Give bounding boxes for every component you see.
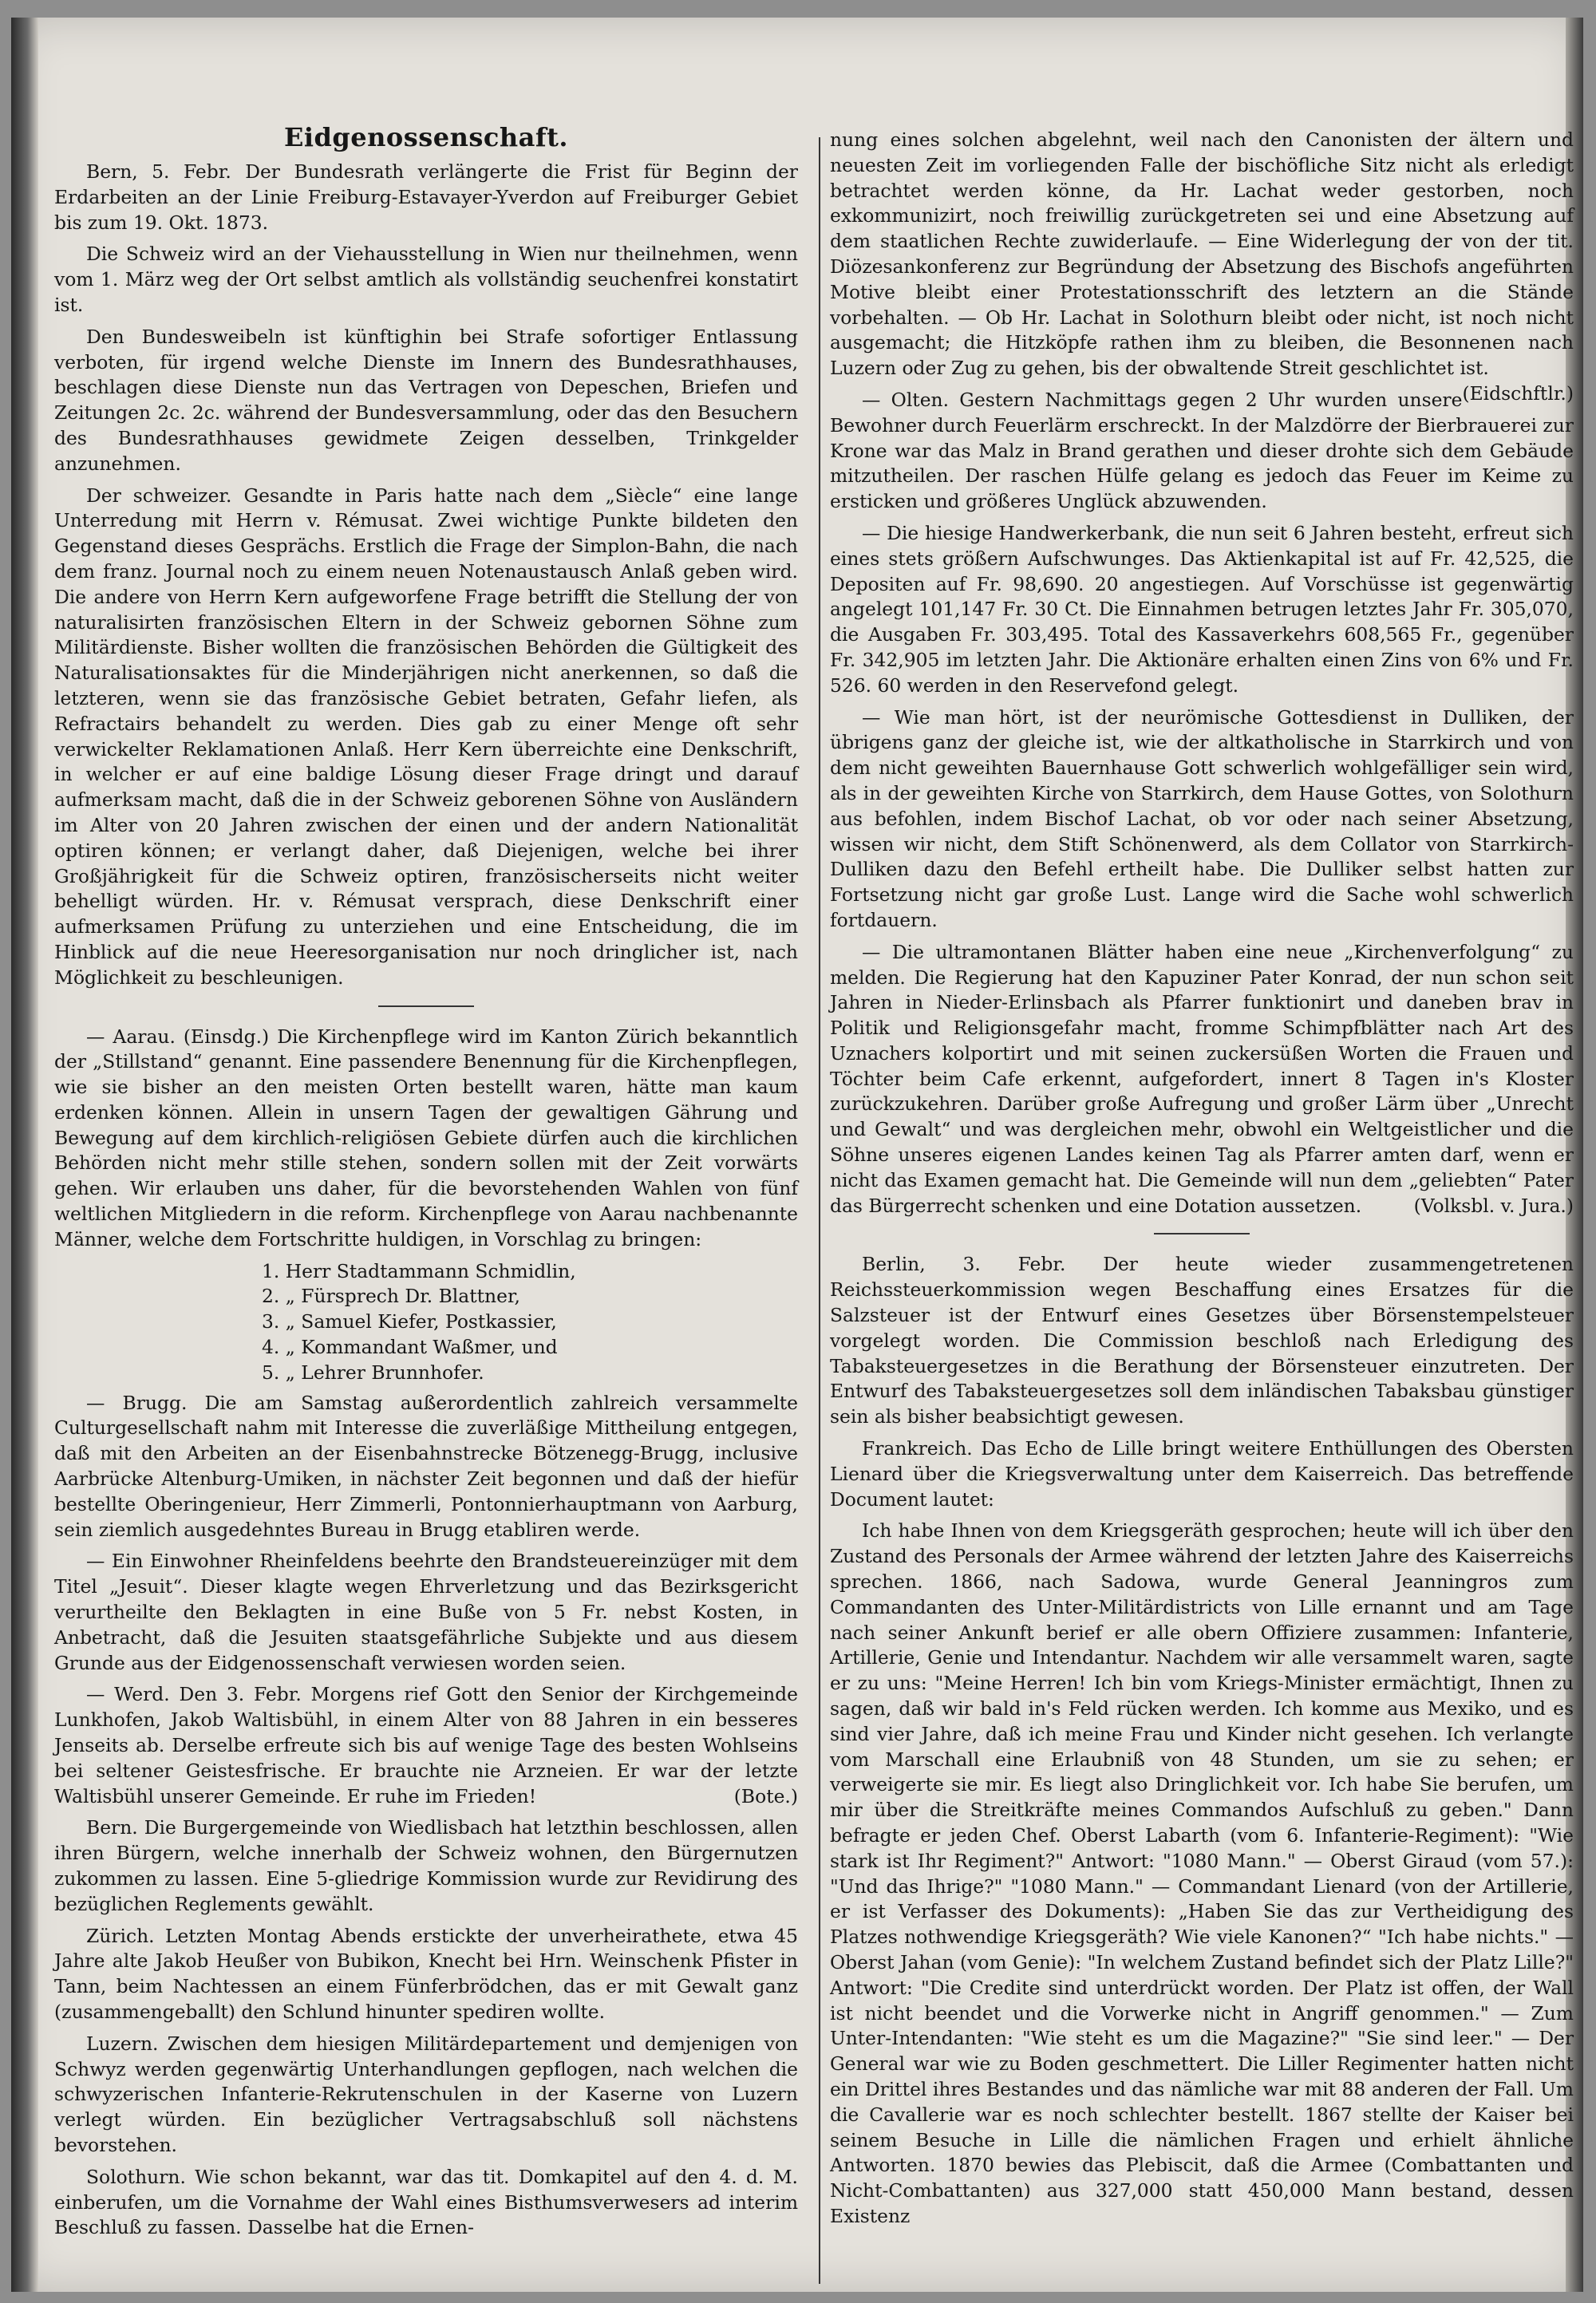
- candidate-list: [54, 1259, 798, 1386]
- source-citation: (Volksbl. v. Jura.): [1413, 1194, 1574, 1217]
- candidate-item: 5. „ Lehrer Brunnhofer.: [262, 1361, 484, 1384]
- article-paragraph: Luzern. Zwischen dem hiesigen Militärdepartement und demjenigen von Schwyz werden gegenwärtig Unterhandlungen gepflogen, nach welchen die schwyzerischen Infanterie-Rekrutenschulen in der Kaserne von Luzern verlegt würden. Ein bezüglicher Vertragsabschluß soll nächstens bevorstehen.: [54, 2032, 798, 2156]
- article-paragraph: Den Bundesweibeln ist künftighin bei Strafe sofortiger Entlassung verboten, für irgend welche Dienste im Innern des Bundesrathhauses, beschlagen diese Dienste nun das Vertragen von Depeschen, Briefen und Zeitungen 2c. 2c. während der Bundesversammlung, oder das den Besuchern des Bundesrathhauses gewidmete Zeigen desselben, Trinkgelder anzunehmen.: [54, 325, 798, 475]
- article-text: nung eines solchen abgelehnt, weil nach den Canonisten der ältern und neuesten Zeit im vorliegenden Falle der bischöfliche Sitz nicht als erledigt betrachtet werden könne, da Hr. Lachat weder gestorben, noch exkommunizirt, noch freiwillig zurückgetreten sei und eine Absetzung auf dem staatlichen Rechte zuwiderlaufe. — Eine Widerlegung der von der tit. Diözesankonferenz zur Begründung der Absetzung des Bischofs angeführten Motive bleibt einer Protestationsschrift des letztern an die Stände vorbehalten. — Ob Hr. Lachat in Solothurn bleibt oder nicht, ist noch nicht ausgemacht; die Hitzköpfe rathen ihm zu bleiben, die Besonnenen nach Luzern oder Zug zu gehen, bis der obwaltende Streit geschlichtet ist.: [830, 128, 1574, 380]
- right-column: [830, 128, 1574, 2236]
- candidate-item: 4. „ Kommandant Waßmer, und: [262, 1336, 558, 1359]
- article-paragraph: Zürich. Letzten Montag Abends erstickte der unverheirathete, etwa 45 Jahre alte Jakob Heußer von Bubikon, Knecht bei Hrn. Weinschenk Pfister in Tann, beim Nachtessen an einem Fünferbrödchen, das er mit Gewalt ganz (zusammengeballt) den Schlund hinunter spediren wollte.: [54, 1924, 798, 2023]
- article-paragraph: Bern, 5. Febr. Der Bundesrath verlängerte die Frist für Beginn der Erdarbeiten an der Linie Freiburg-Estavayer-Yverdon auf Freiburger Gebiet bis zum 19. Okt. 1873.: [54, 160, 798, 234]
- article-paragraph: — Brugg. Die am Samstag außerordentlich zahlreich versammelte Culturgesellschaft nahm mit Interesse die zuverläßige Mittheilung entgegen, daß mit den Arbeiten an der Eisenbahnstrecke Bötzenegg-Brugg, inclusive Aarbrücke Altenburg-Umiken, in nächster Zeit begonnen und daß der hiefür bestellte Oberingenieur, Herr Zimmerli, Pontonnierhauptmann von Aarburg, sein ziemlich ausgedehntes Bureau in Brugg etabliren werde.: [54, 1391, 798, 1541]
- article-paragraph: Die Schweiz wird an der Viehausstellung in Wien nur theilnehmen, wenn vom 1. März weg der Ort selbst amtlich als vollständig seuchenfrei konstatirt ist.: [54, 243, 798, 316]
- left-column: [54, 120, 798, 2247]
- candidate-item: 3. „ Samuel Kiefer, Postkassier,: [262, 1310, 557, 1333]
- candidate-item: 2. „ Fürsprech Dr. Blattner,: [262, 1285, 520, 1308]
- column-rule: [819, 137, 820, 2284]
- source-citation: (Eidschftlr.): [1462, 381, 1574, 405]
- article-text: — Werd. Den 3. Febr. Morgens rief Gott den Senior der Kirchgemeinde Lunkhofen, Jakob Waltisbühl, in einem Alter von 88 Jahren in ein besseres Jenseits ab. Derselbe erfreute sich bis auf wenige Tage des besten Wohlseins bei seltener Geistesfrische. Er brauchte nie Arzneien. Er war der letzte Waltisbühl unserer Gemeinde. Er ruhe im Frieden!: [54, 1683, 798, 1807]
- article-paragraph: Bern. Die Burgergemeinde von Wiedlisbach hat letzthin beschlossen, allen ihren Bürgern, welche innerhalb der Schweiz wohnen, den Bürgernutzen zukommen zu lassen. Eine 5-gliedrige Kommission wurde zur Revidirung des bezüglichen Reglements gewählt.: [54, 1816, 798, 1915]
- newspaper-page: [11, 18, 1583, 2292]
- article-paragraph: Berlin, 3. Febr. Der heute wieder zusammengetretenen Reichssteuerkommission wegen Beschaffung eines Ersatzes für die Salzsteuer ist der Entwurf eines Gesetzes über Börsenstempelsteuer vorgelegt worden. Die Commission beschloß nach Erledigung des Tabaksteuergesetzes in die Berathung der Börsensteuer einzutreten. Der Entwurf des Tabaksteuergesetzes soll dem inländischen Tabaksbau günstiger sein als bisher beabsichtigt gewesen.: [830, 1253, 1574, 1428]
- article-paragraph: Frankreich. Das Echo de Lille bringt weitere Enthüllungen des Obersten Lienard über die Kriegsverwaltung unter dem Kaiserreich. Das betreffende Document lautet:: [830, 1437, 1574, 1511]
- article-paragraph: Ich habe Ihnen von dem Kriegsgeräth gesprochen; heute will ich über den Zustand des Personals der Armee während der letzten Jahre des Kaiserreichs sprechen. 1866, nach Sadowa, wurde General Jeanningros zum Commandanten des Unter-Militärdistricts von Lille ernannt und am Tage nach seiner Ankunft berief er alle obern Offiziere zusammen: Infanterie, Artillerie, Genie und Intendantur. Nachdem wir alle versammelt waren, sagte er zu uns: "Meine Herren! Ich bin vom Kriegs-Minister ermächtigt, Ihnen zu sagen, daß wir bald in's Feld rücken werden. Ich komme aus Mexiko, und es sind vier Jahre, daß ich meine Frau und Kinder nicht gesehen. Ich verlangte vom Marschall eine Erlaubniß von 48 Stunden, um sie zu sehen; er verweigerte sie mir. Es liegt also Dringlichkeit vor. Ich habe Sie berufen, um mir über die Streitkräfte meines Commandos Aufschluß zu geben." Dann befragte er jeden Chef. Oberst Labarth (vom 6. Infanterie-Regiment): "Wie stark ist Ihr Regiment?" Antwort: "1080 Mann." — Oberst Giraud (vom 57.): "Und das Ihrige?" "1080 Mann." — Commandant Lienard (von der Artillerie, er ist Verfasser des Dokuments): „Haben Sie das zur Vertheidigung des Platzes nothwendige Kriegsgeräth? Wie viele Kanonen?“ "Ich habe nichts." — Oberst Jahan (vom Genie): "In welchem Zustand befindet sich der Platz Lille?" Antwort: "Die Credite sind unterdrückt worden. Der Platz ist offen, der Wall ist nicht beendet und die Vorwerke nicht in Angriff genommen." — Zum Unter-Intendanten: "Wie steht es um die Magazine?" "Sie sind leer." — Der General war wie zu Boden geschmettert. Die Liller Regimenter hatten nicht ein Drittel ihres Bestandes und das nämliche war mit 88 anderen der Fall. Um die Cavallerie war es noch schlechter bestellt. 1867 stellte der Kaiser bei seinem Besuche in Lille die nämlichen Fragen und erhielt ähnliche Antworten. 1870 bewies das Plebiscit, daß die Armee (Combattanten und Nicht-Combattanten) aus 327,000 statt 450,000 Mann bestand, dessen Existenz: [830, 1519, 1574, 2227]
- article-paragraph: — Wie man hört, ist der neurömische Gottesdienst in Dulliken, der übrigens ganz der gleiche ist, wie der altkatholische in Starrkirch und von dem nicht geweihten Bauernhause Gott schwerlich wohlgefälliger sein wird, als in der geweihten Kirche von Starrkirch, dem Hause Gottes, von Solothurn aus befohlen, indem Bischof Lachat, ob vor oder nach seiner Absetzung, wissen wir nicht, dem Stift Schönenwerd, als dem Collator von Starrkirch-Dulliken dazu den Befehl ertheilt habe. Die Dulliker selbst hatten zur Fortsetzung nicht gar große Lust. Lange wird die Sache wohl schwerlich fortdauern.: [830, 705, 1574, 931]
- section-title: Eidgenossenschaft.: [283, 122, 569, 152]
- article-paragraph: [830, 128, 1574, 405]
- article-paragraph: Solothurn. Wie schon bekannt, war das tit. Domkapitel auf den 4. d. M. einberufen, um die Vornahme der Wahl eines Bisthumsverwesers ad interim Beschluß zu fassen. Dasselbe hat die Ernen-: [54, 2165, 798, 2239]
- article-text: — Die ultramontanen Blätter haben eine neue „Kirchenverfolgung“ zu melden. Die Regierung hat den Kapuziner Pater Konrad, der nun schon seit Jahren in Nieder-Erlinsbach als Pfarrer funktionirt und daneben brav in Politik und Religionsgefahr macht, fromme Schimpfblätter nach Art des Uznachers kolportirt und mit seinen zuckersüßen Worten die Frauen und Töchter beim Cafe erkennt, aufgefordert, innert 8 Tagen in's Kloster zurückzukehren. Darüber große Aufregung und großer Lärm über „Unrecht und Gewalt“ und was dergleichen mehr, obwohl ein Weltgeistlicher und die Söhne unseres eigenen Landes keinen Tag als Pfarrer amten darf, wenn er nicht das Examen gemacht hat. Die Gemeinde will nun dem „geliebten“ Pater das Bürgerrecht schenken und eine Dotation aussetzen.: [830, 940, 1574, 1217]
- article-paragraph: — Die hiesige Handwerkerbank, die nun seit 6 Jahren besteht, erfreut sich eines stets größern Aufschwunges. Das Aktienkapital ist auf Fr. 42,525, die Depositen auf Fr. 98,690. 20 angestiegen. Auf Vorschüsse ist gegenwärtig angelegt 101,147 Fr. 30 Ct. Die Einnahmen betrugen letztes Jahr Fr. 305,070, die Ausgaben Fr. 303,495. Total des Kassaverkehrs 608,565 Fr., gegenüber Fr. 342,905 im letzten Jahr. Die Aktionäre erhalten einen Zins von 6% und Fr. 526. 60 werden in den Reservefond gelegt.: [830, 521, 1574, 697]
- page-edge-left: [11, 18, 38, 2292]
- section-divider: [378, 1005, 474, 1007]
- section-divider: [1154, 1233, 1250, 1234]
- candidate-item: 1. Herr Stadtammann Schmidlin,: [262, 1259, 576, 1282]
- source-citation: (Bote.): [733, 1784, 798, 1807]
- article-paragraph: [54, 1682, 798, 1809]
- article-paragraph: Der schweizer. Gesandte in Paris hatte nach dem „Siècle“ eine lange Unterredung mit Herrn v. Rémusat. Zwei wichtige Punkte bildeten den Gegenstand dieses Gesprächs. Erstlich die Frage der Simplon-Bahn, die nach dem franz. Journal noch zu einem neuen Notenaustausch Anlaß geben wird. Die andere von Herrn Kern aufgeworfene Frage betrifft die Stellung der von naturalisirten französischen Eltern in der Schweiz gebornen Söhne zum Militärdienste. Bisher wollten die französischen Behörden die Gültigkeit des Naturalisationsaktes für die Minderjährigen nicht anerkennen, so daß die letzteren, wenn sie das französische Gebiet betraten, Gefahr liefen, als Refractairs behandelt zu werden. Dies gab zu einer Menge oft sehr verwickelter Reklamationen Anlaß. Herr Kern überreichte eine Denkschrift, in welcher er auf eine baldige Lösung dieser Frage dringt und darauf aufmerksam macht, daß die in der Schweiz geborenen Söhne von Ausländern im Alter von 20 Jahren zwischen der einen und der andern Nationalität optiren können; er verlangt daher, daß Diejenigen, welche bei ihrer Großjährigkeit für die Schweiz optiren, französischerseits nicht weiter behelligt würden. Hr. v. Rémusat versprach, diese Denkschrift einer aufmerksamen Prüfung zu unterziehen und eine Entscheidung, die im Hinblick auf die neue Heeresorganisation nur noch dringlicher ist, nach Möglichkeit zu beschleunigen.: [54, 484, 798, 989]
- article-paragraph: — Ein Einwohner Rheinfeldens beehrte den Brandsteuereinzüger mit dem Titel „Jesuit“. Dieser klagte wegen Ehrverletzung und das Bezirksgericht verurtheilte den Beklagten in eine Buße von 5 Fr. nebst Kosten, in Anbetracht, daß die Jesuiten staatsgefährliche Subjekte und aus diesem Grunde aus der Eidgenossenschaft verwiesen worden seien.: [54, 1550, 798, 1674]
- article-paragraph: — Aarau. (Einsdg.) Die Kirchenpflege wird im Kanton Zürich bekanntlich der „Stillstand“ genannt. Eine passendere Benennung für die Kirchenpflegen, wie sie bisher an den meisten Orten bestellt waren, hätte man kaum erdenken können. Allein in unsern Tagen der gewaltigen Gährung und Bewegung auf dem kirchlich-religiösen Gebiete dürfen auch die kirchlichen Behörden nicht mehr stille stehen, sondern sollen mit der Zeit vorwärts gehen. Wir erlauben uns daher, für die bevorstehenden Wahlen von fünf weltlichen Mitgliedern in die reform. Kirchenpflege von Aarau nachbenannte Männer, welche dem Fortschritte huldigen, in Vorschlag zu bringen:: [54, 1025, 798, 1250]
- article-paragraph: [830, 940, 1574, 1219]
- article-paragraph: — Olten. Gestern Nachmittags gegen 2 Uhr wurden unsere Bewohner durch Feuerlärm erschreckt. In der Malzdörre der Bierbrauerei zur Krone war das Malz in Brand gerathen und dieser drohte sich dem Gebäude mitzutheilen. Der raschen Hülfe gelang es jedoch das Feuer im Keime zu ersticken und größeres Unglück abzuwenden.: [830, 388, 1574, 513]
